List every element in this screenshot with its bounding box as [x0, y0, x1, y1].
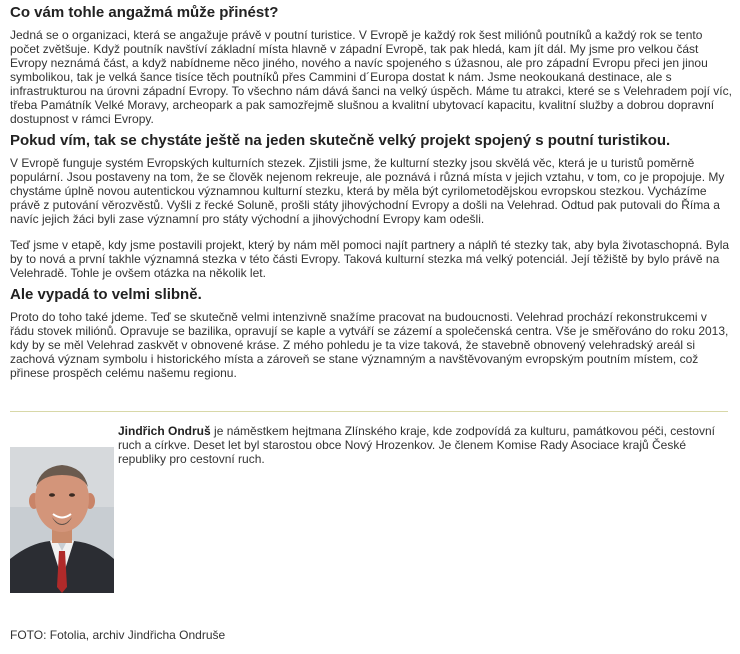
paragraph-4: Proto do toho také jdeme. Teď se skutečně velmi intenzivně snažíme pracovat na budoucnosti. Velehrad prochází rekonstrukcemi v řádu stovek miliónů. Opravuje se bazilika, opravují se kaple a vytváří se zázemí a společenská centra. Vše je směřováno do roku 2013, kdy by se měl Velehrad zaskvět v obnovené kráse. Z mého pohledu je ta vize taková, že stavebně obnovený velehradský areál si zachová význam symbolu i historického místa a zároveň se stane významným a navštěvovaným evropským poutním místem, což přinese prospěch celému našemu regionu. [10, 310, 729, 380]
author-bio-text: je náměstkem hejtmana Zlínského kraje, kde zodpovídá za kulturu, památkovou péči, cestovní ruch a církve. Deset let byl starostou obce Nový Hrozenkov. Je členem Komise Rady Asociace krajů České republiky pro cestovní ruch. [118, 424, 715, 466]
paragraph-3: Teď jsme v etapě, kdy jsme postavili projekt, který by nám měl pomoci najít partnery a náplň té stezky tak, aby byla životaschopná. Byla by to nová a první takhle významná stezka v této části Evropy. Taková kulturní stezka má velký potenciál. Její těžiště by bylo právě na Velehradě. Tohle je ovšem otázka na několik let. [10, 238, 730, 280]
article-body [10, 0, 732, 384]
author-bio [118, 424, 730, 466]
author-box [10, 424, 732, 604]
paragraph-1: Jedná se o organizaci, která se angažuje právě v poutní turistice. V Evropě je každý rok šest miliónů poutníků a každý rok se tento počet zvětšuje. Když poutník navštíví základní místa hlavně v západní Evropě, tak pak hledá, kam jít dál. My jsme pro velkou část Evropy neznámá část, a když nabídneme něco jiného, nového a navíc spojeného s úžasnou, ale pro západní Evropu přeci jen jinou symbolikou, tak je velká šance tisíce těch poutníků přes Cammini d´Europa dostat k nám. Jsme neokoukaná destinace, ale s infrastrukturou na úrovni západní Evropy. To všechno nám dává šanci na velký úspěch. Máme tu atrakci, které se s Velehradem pojí víc, třeba Památník Velké Moravy, archeopark a pak samozřejmě slušnou a kvalitní ubytovací kapacitu, kvalitní služby a dobrou dopravní dostupnost v rámci Evropy. [10, 28, 732, 126]
section-heading-3: Ale vypadá to velmi slibně. [10, 286, 202, 303]
author-photo [10, 447, 114, 593]
author-name: Jindřich Ondruš [118, 424, 211, 438]
divider [10, 411, 728, 412]
paragraph-2: V Evropě funguje systém Evropských kulturních stezek. Zjistili jsme, že kulturní stezky jsou skvělá věc, která je u turistů poměrně populární. Jsou postaveny na tom, že se člověk nejenom rekreuje, ale poznává i různá místa v jejich vztahu, v tom, co je propojuje. My chystáme úplně novou autentickou významnou kulturní stezku, která by měla být cyrilometodějskou evropskou stezkou. Vycházíme právě z putování věrozvěstů. Vyšli z řecké Soluně, prošli státy jihovýchodní Evropy a došli na Velehrad. Odtud pak putovali do Říma a navíc jejich žáci byli zase významní pro státy východní a jihovýchodní Evropy kam odešli. [10, 156, 725, 226]
photo-credit: FOTO: Fotolia, archiv Jindřicha Ondruše [10, 628, 226, 642]
section-heading-1: Co vám tohle angažmá může přinést? [10, 4, 279, 21]
section-heading-2: Pokud vím, tak se chystáte ještě na jeden skutečně velký projekt spojený s poutní turistikou. [10, 132, 671, 149]
author-portrait-image [10, 447, 114, 593]
